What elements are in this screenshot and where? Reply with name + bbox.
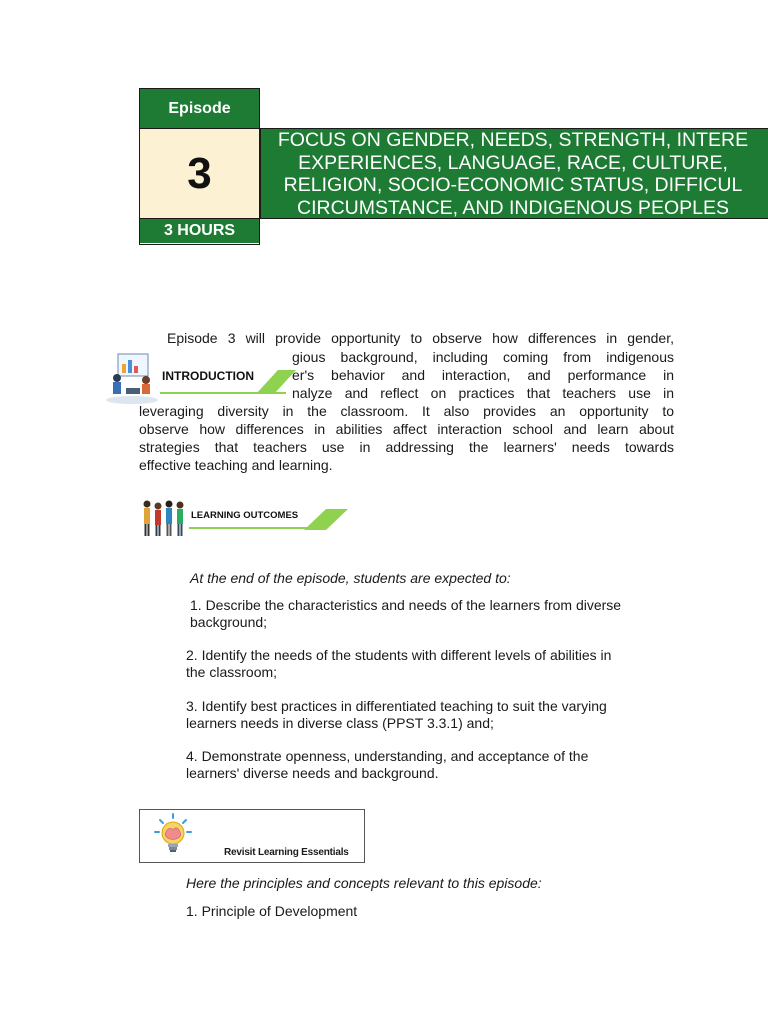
presentation-illustration-icon [104, 350, 160, 406]
intro-line: observe how differences in abilities affect interaction school and learn about [139, 421, 674, 437]
principle-item-1: 1. Principle of Development [186, 903, 358, 919]
outcome-item-1 [190, 597, 621, 631]
outcome-line: 3. Identify best practices in differentiated teaching to suit the varying [186, 698, 607, 714]
learning-outcomes-label: LEARNING OUTCOMES [191, 510, 299, 521]
title-line: RELIGION, SOCIO-ECONOMIC STATUS, DIFFICUL [283, 174, 743, 196]
intro-line: leveraging diversity in the classroom. It also provides an opportunity to [139, 403, 674, 419]
episode-title [260, 128, 768, 219]
banner-tail [304, 509, 348, 530]
outcome-line: 2. Identify the needs of the students with different levels of abilities in [186, 647, 612, 663]
outcome-item-4 [186, 748, 588, 782]
learning-outcomes-banner [139, 497, 349, 539]
episode-label: Episode [140, 89, 259, 129]
title-line: EXPERIENCES, LANGUAGE, RACE, CULTURE, [298, 151, 728, 174]
learners-group-icon [139, 497, 189, 539]
episode-hours: 3 HOURS [140, 219, 259, 243]
lightbulb-brain-icon [152, 812, 202, 862]
intro-line: er's behavior and interaction, and performance in [292, 367, 674, 383]
outcome-line: learners needs in diverse class (PPST 3.3.1) and; [186, 715, 494, 731]
intro-line: Episode 3 will provide opportunity to observe how differences in gender, [167, 330, 674, 346]
title-line: CIRCUMSTANCE, AND INDIGENOUS PEOPLES [297, 196, 729, 219]
outcomes-lead: At the end of the episode, students are expected to: [190, 570, 511, 586]
introduction-label: INTRODUCTION [162, 369, 254, 383]
episode-number: 3 [140, 129, 259, 219]
banner-underline [189, 527, 325, 529]
revisit-lead: Here the principles and concepts relevant to this episode: [186, 875, 542, 891]
intro-line: gious background, including coming from indigenous [292, 349, 674, 365]
outcome-line: learners' diverse needs and background. [186, 765, 439, 781]
introduction-banner [104, 350, 300, 406]
outcome-item-3 [186, 698, 607, 732]
revisit-label: Revisit Learning Essentials [224, 847, 349, 858]
revisit-learning-essentials-box [139, 809, 365, 863]
outcome-line: 4. Demonstrate openness, understanding, and acceptance of the [186, 748, 589, 764]
banner-tail [256, 370, 296, 394]
intro-line: effective teaching and learning. [139, 457, 333, 473]
outcome-item-2 [186, 647, 611, 681]
outcome-line: background; [190, 614, 268, 630]
intro-line: strategies that teachers use in addressing the learners' needs towards [139, 439, 674, 455]
episode-box [139, 88, 260, 245]
title-line: FOCUS ON GENDER, NEEDS, STRENGTH, INTERE [277, 129, 749, 151]
intro-line: nalyze and reflect on practices that teachers use in [292, 385, 674, 401]
outcome-line: 1. Describe the characteristics and needs of the learners from diverse [190, 597, 622, 613]
outcome-line: the classroom; [186, 664, 278, 680]
